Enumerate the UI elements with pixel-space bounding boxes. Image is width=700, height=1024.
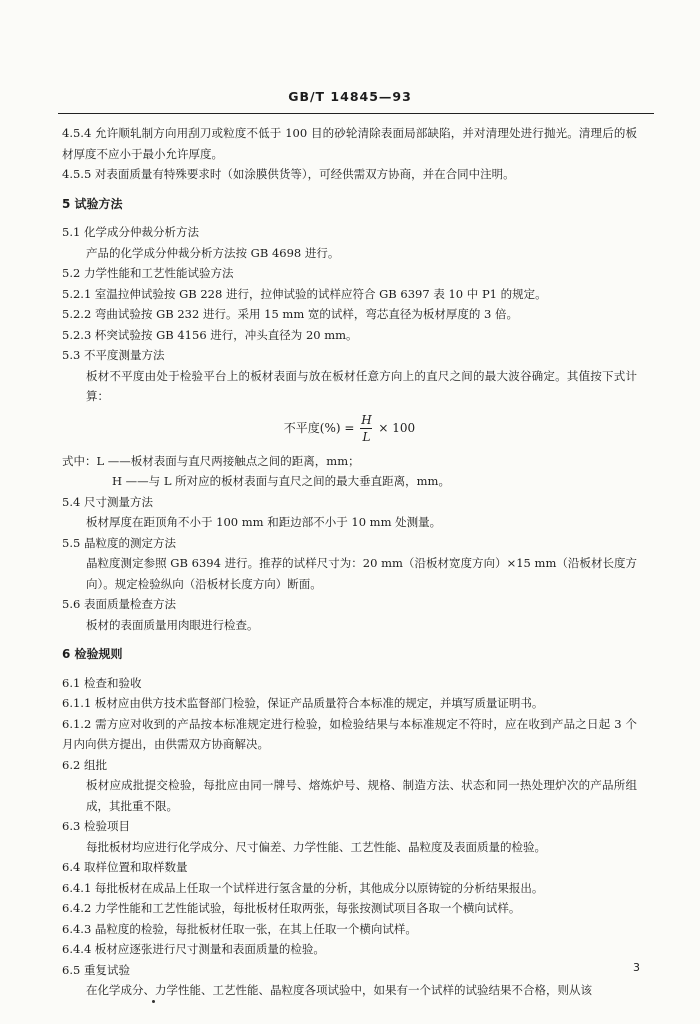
clause-5-2-2: 5.2.2 弯曲试验按 GB 232 进行。采用 15 mm 宽的试样，弯芯直径为板材厚度的 3 倍。: [62, 307, 519, 321]
clause-6-1-2: 6.1.2 需方应对收到的产品按本标准规定进行检验，如检验结果与本标准规定不符时，应在收到产品之日起 3 个月内向供方提出，由供需双方协商解决。: [62, 716, 637, 751]
clause-6-3-body: 每批板材均应进行化学成分、尺寸偏差、力学性能、工艺性能、晶粒度及表面质量的检验。: [86, 839, 546, 854]
clause-5-6-title: 5.6 表面质量检查方法: [62, 597, 176, 611]
clause-6-4-1: 6.4.1 每批板材在成品上任取一个试样进行氢含量的分析，其他成分以原铸锭的分析结果报出。: [62, 880, 544, 895]
clause-5-6-body: 板材的表面质量用肉眼进行检查。: [86, 617, 259, 632]
formula-fraction: [360, 413, 372, 444]
clause-6-1-title: 6.1 检查和验收: [62, 675, 142, 690]
header-rule: [58, 113, 654, 114]
formula-denominator: L: [362, 429, 371, 444]
section-6-heading: 6 检验规则: [62, 647, 123, 661]
formula-where-h: H ——与 L 所对应的板材表面与直尺之间的最大垂直距离，mm。: [112, 474, 450, 488]
clause-6-5-body: 在化学成分、力学性能、工艺性能、晶粒度各项试验中，如果有一个试样的试验结果不合格，则从该: [86, 983, 592, 997]
clause-6-4-4: 6.4.4 板材应逐张进行尺寸测量和表面质量的检验。: [62, 942, 325, 956]
clause-5-3-body: 板材不平度由处于检验平台上的板材表面与放在板材任意方向上的直尺之间的最大波谷确定。其值按下式计算：: [86, 368, 637, 403]
section-5-heading: 5 试验方法: [62, 196, 123, 211]
formula-where-l: 式中：L ——板材表面与直尺两接触点之间的距离，mm；: [62, 453, 360, 468]
clause-5-5-body: 晶粒度测定参照 GB 6394 进行。推荐的试样尺寸为：20 mm（沿板材宽度方向）×15 mm（沿板材长度方向）。规定检验纵向（沿板材长度方向）断面。: [86, 556, 637, 591]
clause-5-4-title: 5.4 尺寸测量方法: [62, 494, 153, 509]
standard-code-header: GB/T 14845—93: [288, 89, 412, 104]
document-body: [62, 123, 637, 1001]
clause-6-2-title: 6.2 组批: [62, 757, 107, 772]
clause-6-4-title: 6.4 取样位置和取样数量: [62, 860, 188, 874]
clause-6-3-title: 6.3 检验项目: [62, 819, 130, 833]
clause-5-2-3: 5.2.3 杯突试验按 GB 4156 进行，冲头直径为 20 mm。: [62, 327, 358, 342]
clause-6-4-2: 6.4.2 力学性能和工艺性能试验，每批板材任取两张，每张按测试项目各取一个横向试样。: [62, 901, 521, 915]
formula-numerator: H: [361, 412, 372, 427]
clause-6-4-3: 6.4.3 晶粒度的检验，每批板材任取一张，在其上任取一个横向试样。: [62, 921, 417, 936]
clause-6-2-body: 板材应成批提交检验，每批应由同一牌号、熔炼炉号、规格、制造方法、状态和同一热处理炉次的产品所组成，其批重不限。: [86, 778, 637, 813]
fraction-bar: [360, 428, 372, 429]
formula-lhs: 不平度(%) =: [283, 420, 355, 435]
clause-5-1-body: 产品的化学成分仲裁分析方法按 GB 4698 进行。: [86, 245, 340, 260]
clause-6-5-title: 6.5 重复试验: [62, 962, 130, 977]
clause-4-5-5: 4.5.5 对表面质量有特殊要求时（如涂膜供货等），可经供需双方协商，并在合同中注明。: [62, 167, 515, 181]
scan-speck: [152, 1000, 155, 1003]
clause-6-1-1: 6.1.1 板材应由供方技术监督部门检验，保证产品质量符合本标准的规定，并填写质量证明书。: [62, 696, 544, 710]
flatness-formula: [62, 413, 637, 447]
clause-4-5-4: 4.5.4 允许顺轧制方向用刮刀或粒度不低于 100 目的砂轮清除表面局部缺陷，并对清理处进行抛光。清理后的板材厚度不应小于最小允许厚度。: [62, 126, 637, 161]
clause-5-2-title: 5.2 力学性能和工艺性能试验方法: [62, 266, 234, 280]
clause-5-5-title: 5.5 晶粒度的测定方法: [62, 535, 176, 550]
page-number: 3: [633, 961, 640, 974]
clause-5-4-body: 板材厚度在距顶角不小于 100 mm 和距边部不小于 10 mm 处测量。: [86, 515, 442, 529]
clause-5-1-title: 5.1 化学成分仲裁分析方法: [62, 225, 199, 239]
clause-5-3-title: 5.3 不平度测量方法: [62, 348, 165, 362]
clause-5-2-1: 5.2.1 室温拉伸试验按 GB 228 进行，拉伸试验的试样应符合 GB 6397 表 10 中 P1 的规定。: [62, 286, 547, 301]
formula-rhs: × 100: [378, 420, 416, 435]
